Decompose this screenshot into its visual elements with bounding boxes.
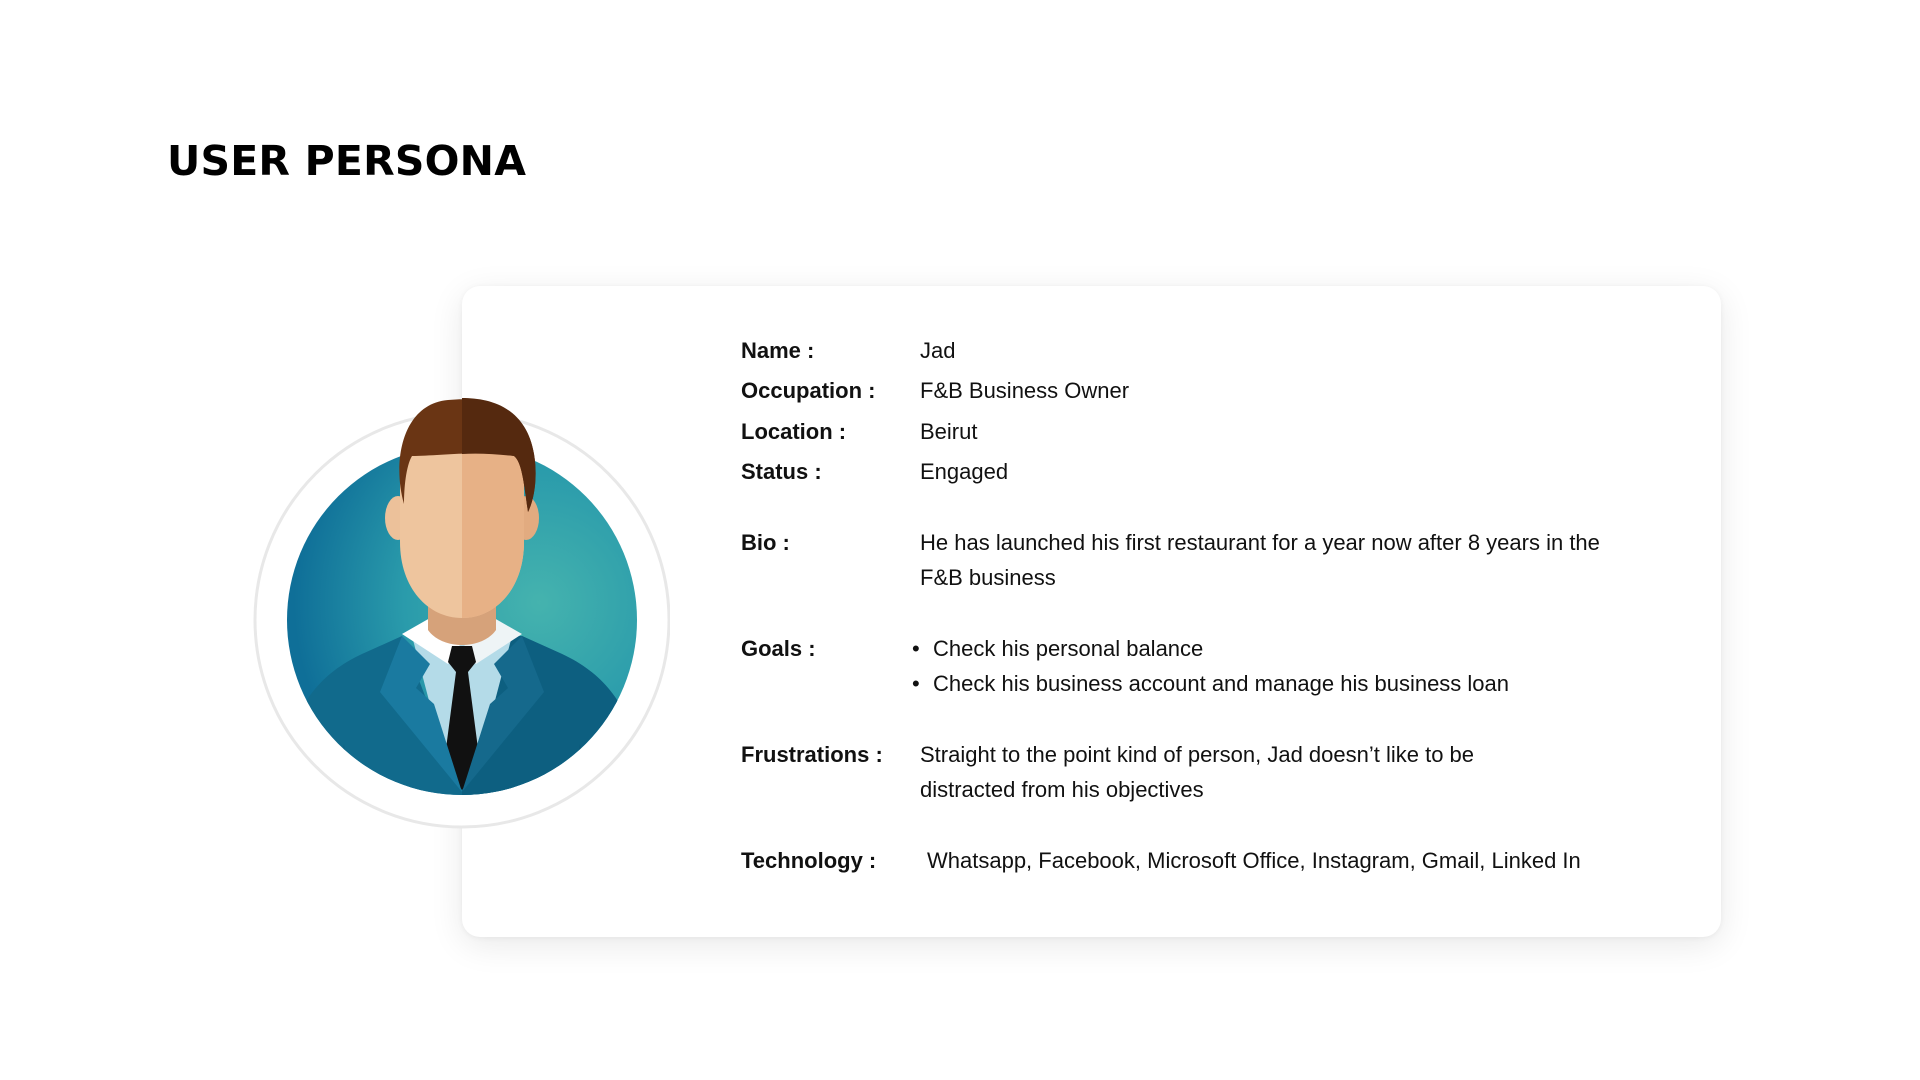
goals-label: Goals : — [741, 636, 816, 661]
name-value: Jad — [920, 338, 956, 363]
technology-label: Technology : — [741, 848, 877, 873]
businessman-avatar-icon — [252, 392, 670, 832]
frustrations-label: Frustrations : — [741, 742, 883, 767]
status-label: Status : — [741, 459, 822, 484]
technology-value: Whatsapp, Facebook, Microsoft Office, Instagram, Gmail, Linked In — [927, 848, 1581, 873]
occupation-label: Occupation : — [741, 378, 876, 403]
location-label: Location : — [741, 419, 847, 444]
frustrations-value: Straight to the point kind of person, Jad doesn’t like to be distracted from his objectives — [920, 742, 1475, 802]
location-value: Beirut — [920, 419, 978, 444]
bio-label: Bio : — [741, 530, 790, 555]
page-title: USER PERSONA — [167, 137, 527, 185]
goal-item: • Check his personal balance — [912, 631, 1612, 666]
persona-avatar — [252, 392, 670, 832]
occupation-value: F&B Business Owner — [920, 378, 1130, 403]
bio-value: He has launched his first restaurant for a year now after 8 years in the F&B business — [920, 530, 1600, 590]
name-label: Name : — [741, 338, 815, 363]
goals-list — [912, 631, 1612, 701]
goal-item: • Check his business account and manage his business loan — [912, 666, 1612, 701]
status-value: Engaged — [920, 459, 1009, 484]
